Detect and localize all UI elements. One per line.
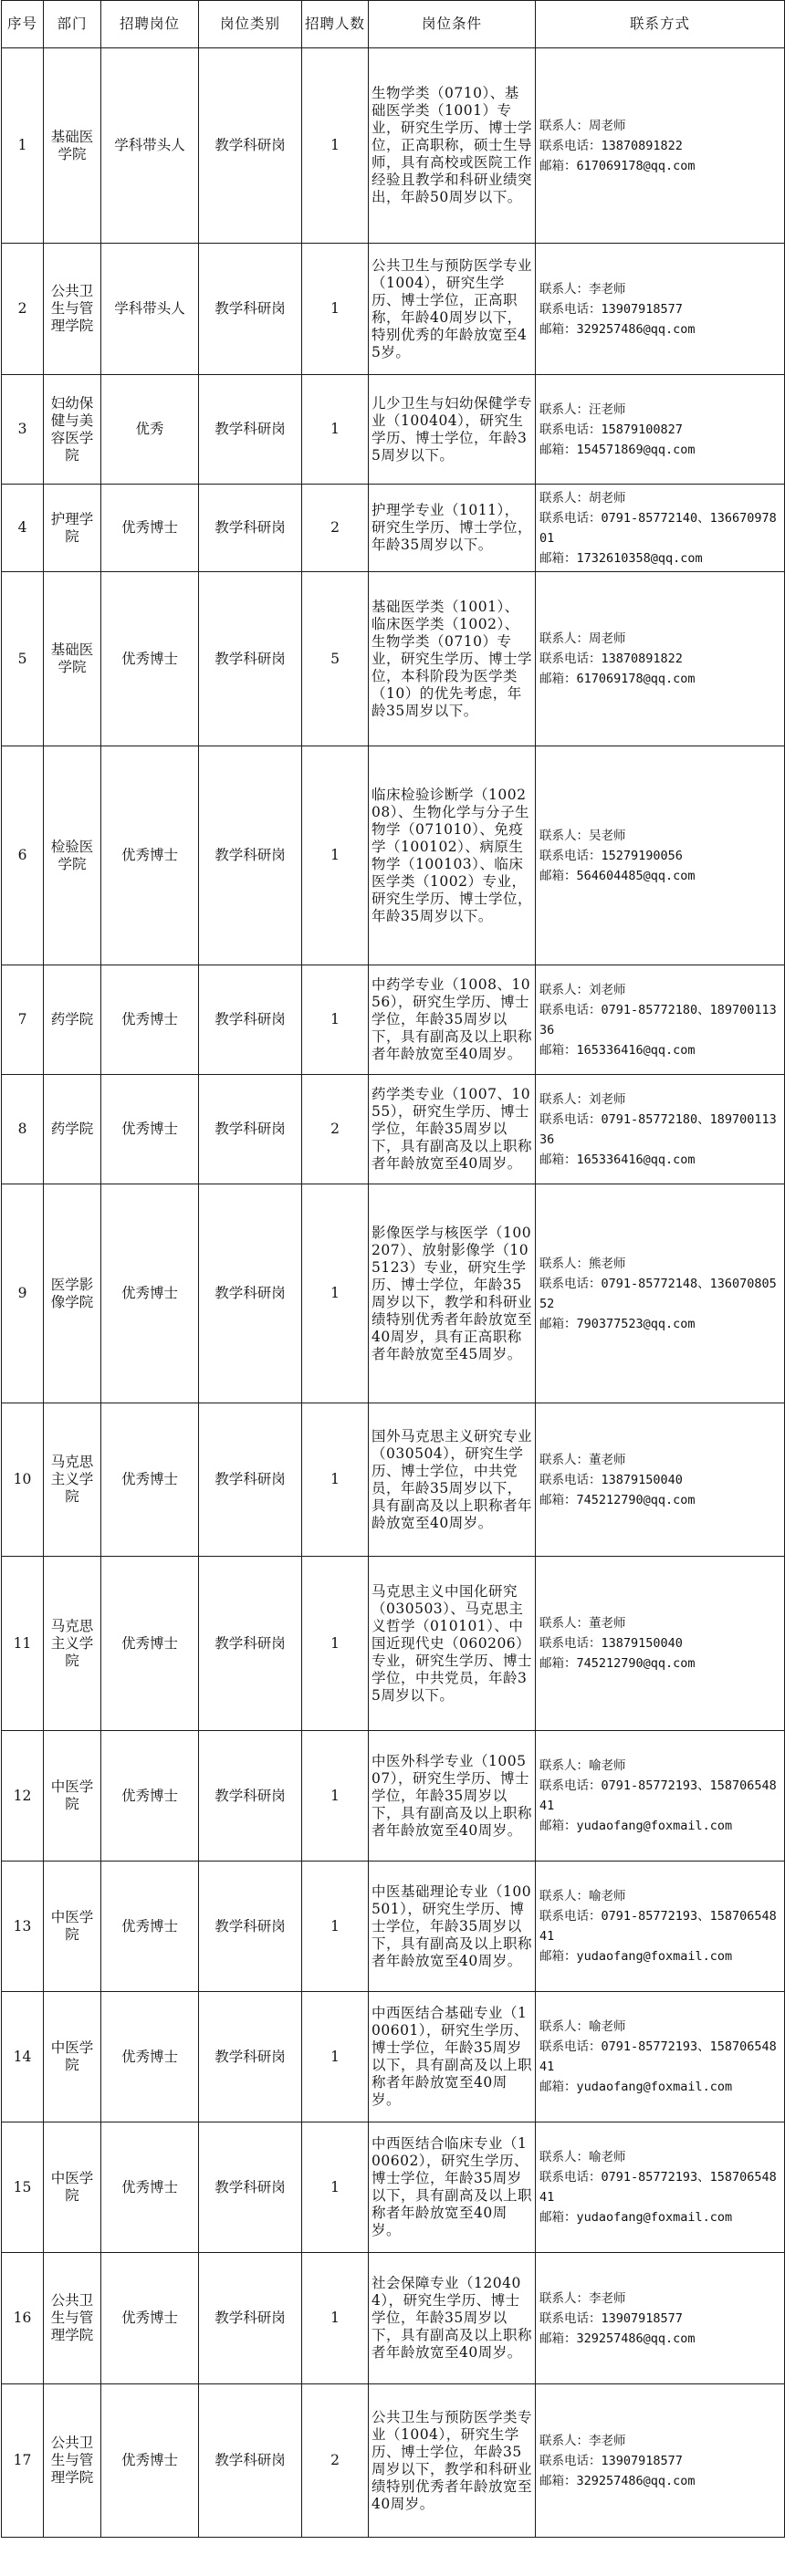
row-contact xyxy=(536,244,785,375)
row-department: 中医学院 xyxy=(44,2122,101,2253)
row-category: 教学科研岗 xyxy=(199,1731,302,1862)
row-serial: 14 xyxy=(2,1992,44,2122)
row-serial: 15 xyxy=(2,2122,44,2253)
row-serial: 17 xyxy=(2,2384,44,2538)
contact-person: 联系人：喻老师 xyxy=(539,2019,626,2034)
row-condition: 基础医学类（1001）、临床医学类（1002）、生物学类（0710）专业，研究生学历、博士学位，本科阶段为医学类（10）的优先考虑，年龄35周岁以下。 xyxy=(369,572,536,746)
row-serial: 16 xyxy=(2,2253,44,2384)
row-condition: 社会保障专业（120404），研究生学历、博士学位，年龄35周岁以下，具有副高及以上职称者年龄放宽至40周岁。 xyxy=(369,2253,536,2384)
contact-email: 邮箱：564604485@qq.com xyxy=(539,868,696,883)
contact-person: 联系人：刘老师 xyxy=(539,1091,626,1107)
contact-email: 邮箱：329257486@qq.com xyxy=(539,321,696,337)
recruitment-table xyxy=(1,0,785,2538)
table-row xyxy=(2,572,785,746)
contact-person: 联系人：熊老师 xyxy=(539,1256,626,1271)
row-contact xyxy=(536,572,785,746)
row-category: 教学科研岗 xyxy=(199,1992,302,2122)
row-post: 优秀博士 xyxy=(101,2384,199,2538)
contact-email: 邮箱：745212790@qq.com xyxy=(539,1656,696,1671)
contact-phone: 联系电话：15279190056 xyxy=(539,848,683,863)
row-department: 妇幼保健与美容医学院 xyxy=(44,375,101,485)
row-count: 1 xyxy=(302,244,369,375)
contact-email: 邮箱：yudaofang@foxmail.com xyxy=(539,2080,733,2094)
contact-person: 联系人：李老师 xyxy=(539,2290,626,2306)
header-count: 招聘人数 xyxy=(302,1,369,48)
table-row xyxy=(2,1862,785,1992)
row-contact xyxy=(536,1075,785,1184)
contact-person: 联系人：吴老师 xyxy=(539,828,626,843)
row-department: 马克思主义学院 xyxy=(44,1403,101,1557)
contact-phone: 联系电话：13907918577 xyxy=(539,2453,683,2468)
header-department: 部门 xyxy=(44,1,101,48)
row-count: 1 xyxy=(302,1862,369,1992)
contact-email: 邮箱：165336416@qq.com xyxy=(539,1152,696,1167)
contact-person: 联系人：刘老师 xyxy=(539,982,626,997)
row-count: 1 xyxy=(302,375,369,485)
contact-phone: 联系电话：0791-85772193、15870654841 xyxy=(539,2170,777,2205)
table-row xyxy=(2,1184,785,1403)
row-contact xyxy=(536,1557,785,1731)
table-row xyxy=(2,2253,785,2384)
row-category: 教学科研岗 xyxy=(199,1403,302,1557)
row-contact xyxy=(536,2384,785,2538)
row-department: 公共卫生与管理学院 xyxy=(44,244,101,375)
row-category: 教学科研岗 xyxy=(199,1184,302,1403)
row-count: 1 xyxy=(302,48,369,244)
contact-phone: 联系电话：13870891822 xyxy=(539,652,683,666)
row-condition: 中医基础理论专业（100501），研究生学历、博士学位，年龄35周岁以下，具有副高及以上职称者年龄放宽至40周岁。 xyxy=(369,1862,536,1992)
contact-phone: 联系电话：0791-85772140、13667097801 xyxy=(539,510,777,546)
row-category: 教学科研岗 xyxy=(199,2384,302,2538)
row-post: 优秀博士 xyxy=(101,1862,199,1992)
row-post: 学科带头人 xyxy=(101,48,199,244)
row-condition: 中药学专业（1008、1056），研究生学历、博士学位，年龄35周岁以下，具有副高及以上职称者年龄放宽至40周岁。 xyxy=(369,965,536,1075)
row-count: 1 xyxy=(302,1403,369,1557)
row-category: 教学科研岗 xyxy=(199,1075,302,1184)
row-post: 优秀博士 xyxy=(101,1403,199,1557)
row-post: 优秀 xyxy=(101,375,199,485)
row-count: 2 xyxy=(302,485,369,572)
contact-phone: 联系电话：13907918577 xyxy=(539,2310,683,2326)
row-condition: 马克思主义中国化研究（030503）、马克思主义哲学（010101）、中国近现代史（060206）专业，研究生学历、博士学位，中共党员，年龄35周岁以下。 xyxy=(369,1557,536,1731)
row-serial: 1 xyxy=(2,48,44,244)
row-count: 1 xyxy=(302,746,369,965)
contact-email: 邮箱：yudaofang@foxmail.com xyxy=(539,1949,733,1964)
contact-email: 邮箱：yudaofang@foxmail.com xyxy=(539,2210,733,2225)
row-contact xyxy=(536,1731,785,1862)
contact-person: 联系人：李老师 xyxy=(539,2433,626,2448)
table-row xyxy=(2,1731,785,1862)
contact-email: 邮箱：yudaofang@foxmail.com xyxy=(539,1819,733,1833)
row-count: 1 xyxy=(302,1992,369,2122)
contact-person: 联系人：董老师 xyxy=(539,1616,626,1631)
row-serial: 10 xyxy=(2,1403,44,1557)
row-category: 教学科研岗 xyxy=(199,48,302,244)
row-serial: 2 xyxy=(2,244,44,375)
table-row xyxy=(2,965,785,1075)
table-header-row xyxy=(2,1,785,48)
row-serial: 6 xyxy=(2,746,44,965)
row-post: 优秀博士 xyxy=(101,1184,199,1403)
table-row xyxy=(2,2384,785,2538)
row-category: 教学科研岗 xyxy=(199,485,302,572)
row-contact xyxy=(536,2253,785,2384)
contact-phone: 联系电话：0791-85772180、18970011336 xyxy=(539,1002,777,1038)
row-serial: 11 xyxy=(2,1557,44,1731)
table-row xyxy=(2,2122,785,2253)
row-department: 中医学院 xyxy=(44,1992,101,2122)
row-count: 1 xyxy=(302,965,369,1075)
row-post: 优秀博士 xyxy=(101,2122,199,2253)
contact-phone: 联系电话：13907918577 xyxy=(539,301,683,317)
contact-phone: 联系电话：0791-85772180、18970011336 xyxy=(539,1111,777,1147)
contact-person: 联系人：胡老师 xyxy=(539,490,626,506)
row-count: 2 xyxy=(302,2384,369,2538)
row-category: 教学科研岗 xyxy=(199,1557,302,1731)
row-count: 1 xyxy=(302,2122,369,2253)
row-department: 药学院 xyxy=(44,1075,101,1184)
row-contact xyxy=(536,965,785,1075)
row-contact xyxy=(536,1403,785,1557)
contact-email: 邮箱：165336416@qq.com xyxy=(539,1042,696,1058)
contact-email: 邮箱：617069178@qq.com xyxy=(539,672,696,686)
row-count: 2 xyxy=(302,1075,369,1184)
row-condition: 护理学专业（1011），研究生学历、博士学位，年龄35周岁以下。 xyxy=(369,485,536,572)
row-post: 优秀博士 xyxy=(101,1731,199,1862)
row-post: 优秀博士 xyxy=(101,572,199,746)
row-count: 1 xyxy=(302,1557,369,1731)
header-post: 招聘岗位 xyxy=(101,1,199,48)
contact-person: 联系人：喻老师 xyxy=(539,2150,626,2164)
contact-person: 联系人：董老师 xyxy=(539,1452,626,1467)
row-category: 教学科研岗 xyxy=(199,244,302,375)
row-condition: 中西医结合基础专业（100601），研究生学历、博士学位，年龄35周岁以下，具有副高及以上职称者年龄放宽至40周岁。 xyxy=(369,1992,536,2122)
row-post: 优秀博士 xyxy=(101,746,199,965)
row-contact xyxy=(536,2122,785,2253)
row-post: 优秀博士 xyxy=(101,485,199,572)
row-department: 药学院 xyxy=(44,965,101,1075)
row-serial: 9 xyxy=(2,1184,44,1403)
row-serial: 3 xyxy=(2,375,44,485)
row-count: 5 xyxy=(302,572,369,746)
contact-email: 邮箱：790377523@qq.com xyxy=(539,1316,696,1331)
row-condition: 公共卫生与预防医学专业（1004），研究生学历、博士学位，正高职称，年龄40周岁以下，特别优秀的年龄放宽至45岁。 xyxy=(369,244,536,375)
row-department: 基础医学院 xyxy=(44,48,101,244)
row-category: 教学科研岗 xyxy=(199,375,302,485)
contact-email: 邮箱：745212790@qq.com xyxy=(539,1492,696,1507)
row-condition: 中医外科学专业（100507），研究生学历、博士学位，年龄35周岁以下，具有副高及以上职称者年龄放宽至40周岁。 xyxy=(369,1731,536,1862)
contact-email: 邮箱：329257486@qq.com xyxy=(539,2473,696,2488)
row-contact xyxy=(536,1184,785,1403)
contact-phone: 联系电话：13870891822 xyxy=(539,138,683,153)
row-category: 教学科研岗 xyxy=(199,1862,302,1992)
row-post: 学科带头人 xyxy=(101,244,199,375)
row-serial: 5 xyxy=(2,572,44,746)
row-department: 检验医学院 xyxy=(44,746,101,965)
row-department: 基础医学院 xyxy=(44,572,101,746)
row-serial: 7 xyxy=(2,965,44,1075)
row-contact xyxy=(536,1862,785,1992)
table-row xyxy=(2,1403,785,1557)
row-contact xyxy=(536,485,785,572)
row-condition: 国外马克思主义研究专业（030504），研究生学历、博士学位，中共党员，年龄35周岁以下，具有副高及以上职称者年龄放宽至40周岁。 xyxy=(369,1403,536,1557)
row-serial: 4 xyxy=(2,485,44,572)
row-post: 优秀博士 xyxy=(101,2253,199,2384)
row-condition: 儿少卫生与妇幼保健学专业（100404），研究生学历、博士学位，年龄35周岁以下。 xyxy=(369,375,536,485)
row-count: 1 xyxy=(302,1731,369,1862)
row-condition: 生物学类（0710）、基础医学类（1001）专业，研究生学历、博士学位，正高职称，硕士生导师，具有高校或医院工作经验且教学和科研业绩突出，年龄50周岁以下。 xyxy=(369,48,536,244)
row-count: 1 xyxy=(302,2253,369,2384)
row-department: 护理学院 xyxy=(44,485,101,572)
row-department: 公共卫生与管理学院 xyxy=(44,2384,101,2538)
row-post: 优秀博士 xyxy=(101,1992,199,2122)
contact-email: 邮箱：154571869@qq.com xyxy=(539,442,696,457)
row-contact xyxy=(536,1992,785,2122)
contact-phone: 联系电话：0791-85772193、15870654841 xyxy=(539,1778,777,1813)
contact-phone: 联系电话：0791-85772193、15870654841 xyxy=(539,1909,777,1944)
row-department: 公共卫生与管理学院 xyxy=(44,2253,101,2384)
row-contact xyxy=(536,746,785,965)
table-row xyxy=(2,244,785,375)
header-serial: 序号 xyxy=(2,1,44,48)
row-serial: 8 xyxy=(2,1075,44,1184)
table-row xyxy=(2,1075,785,1184)
contact-person: 联系人：喻老师 xyxy=(539,1758,626,1773)
contact-email: 邮箱：1732610358@qq.com xyxy=(539,550,703,566)
row-condition: 公共卫生与预防医学类专业（1004），研究生学历、博士学位，年龄35周岁以下，教学和科研业绩特别优秀者年龄放宽至40周岁。 xyxy=(369,2384,536,2538)
table-row xyxy=(2,375,785,485)
table-row xyxy=(2,48,785,244)
row-serial: 13 xyxy=(2,1862,44,1992)
row-condition: 影像医学与核医学（100207）、放射影像学（105123）专业，研究生学历、博士学位，年龄35周岁以下，教学和科研业绩特别优秀者年龄放宽至40周岁，具有正高职称者年龄放宽至45周岁。 xyxy=(369,1184,536,1403)
contact-email: 邮箱：617069178@qq.com xyxy=(539,158,696,173)
table-row xyxy=(2,746,785,965)
row-department: 中医学院 xyxy=(44,1731,101,1862)
table-row xyxy=(2,1992,785,2122)
row-contact xyxy=(536,48,785,244)
header-category: 岗位类别 xyxy=(199,1,302,48)
row-post: 优秀博士 xyxy=(101,1557,199,1731)
contact-phone: 联系电话：0791-85772193、15870654841 xyxy=(539,2039,777,2074)
row-count: 1 xyxy=(302,1184,369,1403)
row-condition: 中西医结合临床专业（100602），研究生学历、博士学位，年龄35周岁以下，具有副高及以上职称者年龄放宽至40周岁。 xyxy=(369,2122,536,2253)
row-category: 教学科研岗 xyxy=(199,965,302,1075)
contact-person: 联系人：喻老师 xyxy=(539,1889,626,1903)
contact-person: 联系人：周老师 xyxy=(539,118,626,133)
row-department: 中医学院 xyxy=(44,1862,101,1992)
row-category: 教学科研岗 xyxy=(199,2253,302,2384)
row-department: 医学影像学院 xyxy=(44,1184,101,1403)
contact-phone: 联系电话：0791-85772148、13607080552 xyxy=(539,1276,777,1311)
header-contact: 联系方式 xyxy=(536,1,785,48)
table-row xyxy=(2,485,785,572)
row-contact xyxy=(536,375,785,485)
row-condition: 药学类专业（1007、1055），研究生学历、博士学位，年龄35周岁以下，具有副高及以上职称者年龄放宽至40周岁。 xyxy=(369,1075,536,1184)
table-row xyxy=(2,1557,785,1731)
row-condition: 临床检验诊断学（100208）、生物化学与分子生物学（071010）、免疫学（100102）、病原生物学（100103）、临床医学类（1002）专业，研究生学历、博士学位，年龄35周岁以下。 xyxy=(369,746,536,965)
contact-person: 联系人：汪老师 xyxy=(539,402,626,417)
contact-person: 联系人：李老师 xyxy=(539,281,626,297)
row-post: 优秀博士 xyxy=(101,1075,199,1184)
row-department: 马克思主义学院 xyxy=(44,1557,101,1731)
row-serial: 12 xyxy=(2,1731,44,1862)
header-condition: 岗位条件 xyxy=(369,1,536,48)
row-category: 教学科研岗 xyxy=(199,746,302,965)
row-category: 教学科研岗 xyxy=(199,2122,302,2253)
contact-email: 邮箱：329257486@qq.com xyxy=(539,2331,696,2346)
row-category: 教学科研岗 xyxy=(199,572,302,746)
contact-phone: 联系电话：13879150040 xyxy=(539,1636,683,1651)
contact-person: 联系人：周老师 xyxy=(539,631,626,646)
contact-phone: 联系电话：15879100827 xyxy=(539,422,683,437)
row-post: 优秀博士 xyxy=(101,965,199,1075)
contact-phone: 联系电话：13879150040 xyxy=(539,1472,683,1487)
table-body xyxy=(2,48,785,2538)
